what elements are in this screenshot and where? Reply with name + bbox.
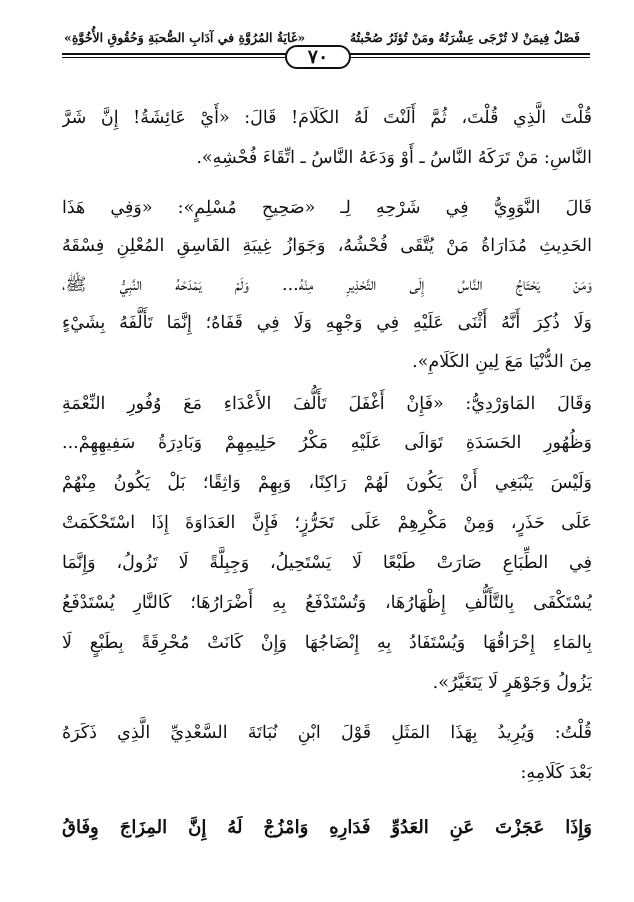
text-line-4: الحَدِيثِ مُدَارَاةُ مَنْ يُتَّقَى فُحْشُهُ، وَجَوَازُ غِيبَةِ الفَاسِقِ المُعْلِنِ فِسْقَهُ — [62, 236, 592, 256]
text-line-6: وَلَا ذُكِرَ أَنَّهُ أَثْنَى عَلَيْهِ فِي وَجْهِهِ وَلَا فِي قَفَاهُ؛ إِنَّمَا تَأَلَّفَهُ بِشَيْءٍ — [62, 313, 592, 333]
text-line-14: بِالمَاءِ إِحْرَاقُهَا وَيُسْتَفَادُ بِهِ إِنْضَاجُهَا وَإِنْ كَانَتْ مُحْرِقَةً بِطَبْعٍ لَا — [62, 633, 592, 653]
text-line-7: مِنَ الدُّنْيَا مَعَ لِينِ الكَلَامِ». — [412, 352, 592, 372]
chapter-header: فَصْلٌ فِيمَنْ لا تُرْجَى عِشْرَتُهُ ومَنْ تُؤثَرُ صُحْبتُهُ — [349, 30, 580, 45]
text-line-16: قُلْتُ: وَيُرِيدُ بِهَذَا المَثَلِ قَوْلَ ابْنِ نُبَاتَةَ السَّعْدِيِّ الَّذِي ذَكَرَهُ — [62, 723, 592, 743]
text-line-1: قُلْتَ الَّذِي قُلْتَ، ثُمَّ أَلَنْتَ لَهُ الكَلَامَ! قَالَ: «أَيْ عَائِشَةُ! إِنَّ شَرَّ — [62, 108, 592, 128]
text-line-13: يُسْتَكْفَى بِالتَّأَلُّفِ إِظْهَارُهَا، وَتُسْتَدْفَعُ بِهِ أَضْرَارُهَا؛ كَالنَّارِ يُسْتَدْفَعُ — [62, 593, 592, 613]
book-title-header: «غَايَةُ المُرُوَّةِ في آدَابِ الصُّحبَةِ وَحُقُوقِ الأُخُوَّةِ» — [64, 30, 306, 45]
poem-verse: وَإِذَا عَجَزْتَ عَنِ العَدُوِّ فَدَارِهِ وَامْزُجْ لَهُ إِنَّ المِزَاجَ وِفَاقُ — [62, 817, 592, 838]
text-line-3: قَالَ النَّوَوِيُّ فِي شَرْحِهِ لِـ «صَحِيحِ مُسْلِمٍ»: «وَفِي هَذَا — [62, 198, 592, 218]
text-line-17: بَعْدَ كَلَامِهِ: — [520, 763, 592, 783]
text-line-11: عَلَى حَذَرٍ، وَمِنْ مَكْرِهِمْ عَلَى تَحَرُّزٍ؛ فَإِنَّ العَدَاوَةَ إِذَا اسْتَحْكَمَتْ — [62, 513, 592, 533]
page-number: ٧٠ — [285, 45, 351, 69]
text-line-9: وَظُهُورِ الحَسَدَةِ تَوَالَى عَلَيْهِ مَكْرُ حَلِيمِهِمْ وَبَادِرَةُ سَفِيهِهِمْ... — [62, 433, 592, 453]
text-line-12: فِي الطِّبَاعِ صَارَتْ طَبْعًا لَا يَسْتَحِيلُ، وَجِبِلَّةً لَا تَزُولُ، وَإِنَّمَا — [62, 553, 592, 573]
text-line-2: النَّاسِ: مَنْ تَرَكَهُ النَّاسُ ـ أَوْ وَدَعَهُ النَّاسُ ـ اتِّقَاءَ فُحْشِهِ». — [196, 148, 592, 168]
text-line-10: وَلَيْسَ يَنْبَغِي أَنْ يَكُونَ لَهُمْ رَاكِنًا، وَبِهِمْ وَاثِقًا؛ بَلْ يَكُونُ مِنْهُمْ — [62, 473, 592, 493]
text-line-8: وَقَالَ المَاوَرْدِيُّ: «فَإِنْ أَغْفَلَ تَأَلُّفَ الأَعْدَاءِ مَعَ وُفُورِ النِّعْمَةِ — [62, 394, 592, 414]
text-line-5: وَمَنْ يَحْتَاجُ النَّاسُ إِلَى التَّحْذِيرِ مِنْهُ... وَلَمْ يَمْدَحْهُ النَّبِيُّ ﷺ، — [62, 275, 592, 295]
text-line-15: يَزُولُ وَجَوْهَرٍ لَا يَتَغَيَّرُ». — [432, 673, 592, 693]
